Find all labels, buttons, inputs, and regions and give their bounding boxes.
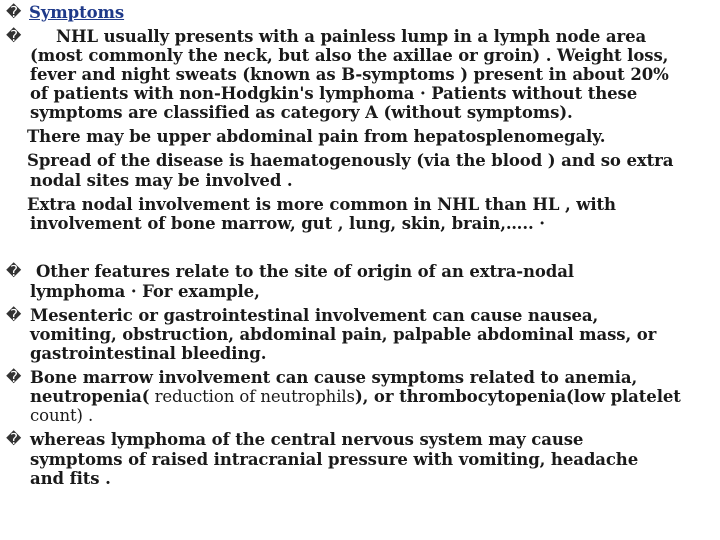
para5-line: symptoms of raised intracranial pressure with vomiting, headache <box>30 450 639 469</box>
para1-line: Spread of the disease is haematogenously (via the blood ) and so extra <box>27 151 674 170</box>
para3-line: Mesenteric or gastrointestinal involvement can cause nausea, <box>30 306 599 325</box>
para2-line: lymphoma · For example, <box>30 282 260 301</box>
bullet-icon: � <box>6 430 22 448</box>
para1-line: fever and night sweats (known as B-symptoms ) present in about 20% <box>30 65 669 84</box>
para4-line <box>30 387 681 406</box>
bullet-icon: � <box>6 368 22 386</box>
para1-line: of patients with non-Hodgkin's lymphoma · Patients without these <box>30 84 638 103</box>
para1-line: There may be upper abdominal pain from hepatosplenomegaly. <box>27 127 606 146</box>
para5-line: whereas lymphoma of the central nervous system may cause <box>30 430 584 449</box>
heading: Symptoms <box>29 3 125 22</box>
bullet-icon: � <box>6 3 22 21</box>
bullet-icon: � <box>6 306 22 324</box>
bullet-icon: � <box>6 262 22 280</box>
para3-line: vomiting, obstruction, abdominal pain, palpable abdominal mass, or <box>30 325 657 344</box>
para1-line: symptoms are classified as category A (without symptoms). <box>30 103 573 122</box>
para4-line: count) . <box>30 406 94 425</box>
para1-line: involvement of bone marrow, gut , lung, skin, brain,….. · <box>30 214 545 233</box>
para4-text-normal: reduction of neutrophils <box>149 387 355 406</box>
para3-line: gastrointestinal bleeding. <box>30 344 267 363</box>
bullet-icon: � <box>6 27 22 45</box>
para5-line: and fits . <box>30 469 111 488</box>
para1-line: nodal sites may be involved . <box>30 171 293 190</box>
para1-line: Extra nodal involvement is more common in NHL than HL , with <box>27 195 616 214</box>
para2-line: Other features relate to the site of origin of an extra-nodal <box>36 262 574 281</box>
para4-text: neutropenia( <box>30 387 150 406</box>
para1-line: (most commonly the neck, but also the axillae or groin) . Weight loss, <box>30 46 669 65</box>
para1-line: NHL usually presents with a painless lump in a lymph node area <box>56 27 647 46</box>
para4-text: ), or thrombocytopenia(low platelet <box>354 387 681 406</box>
para4-line: Bone marrow involvement can cause symptoms related to anemia, <box>30 368 638 387</box>
